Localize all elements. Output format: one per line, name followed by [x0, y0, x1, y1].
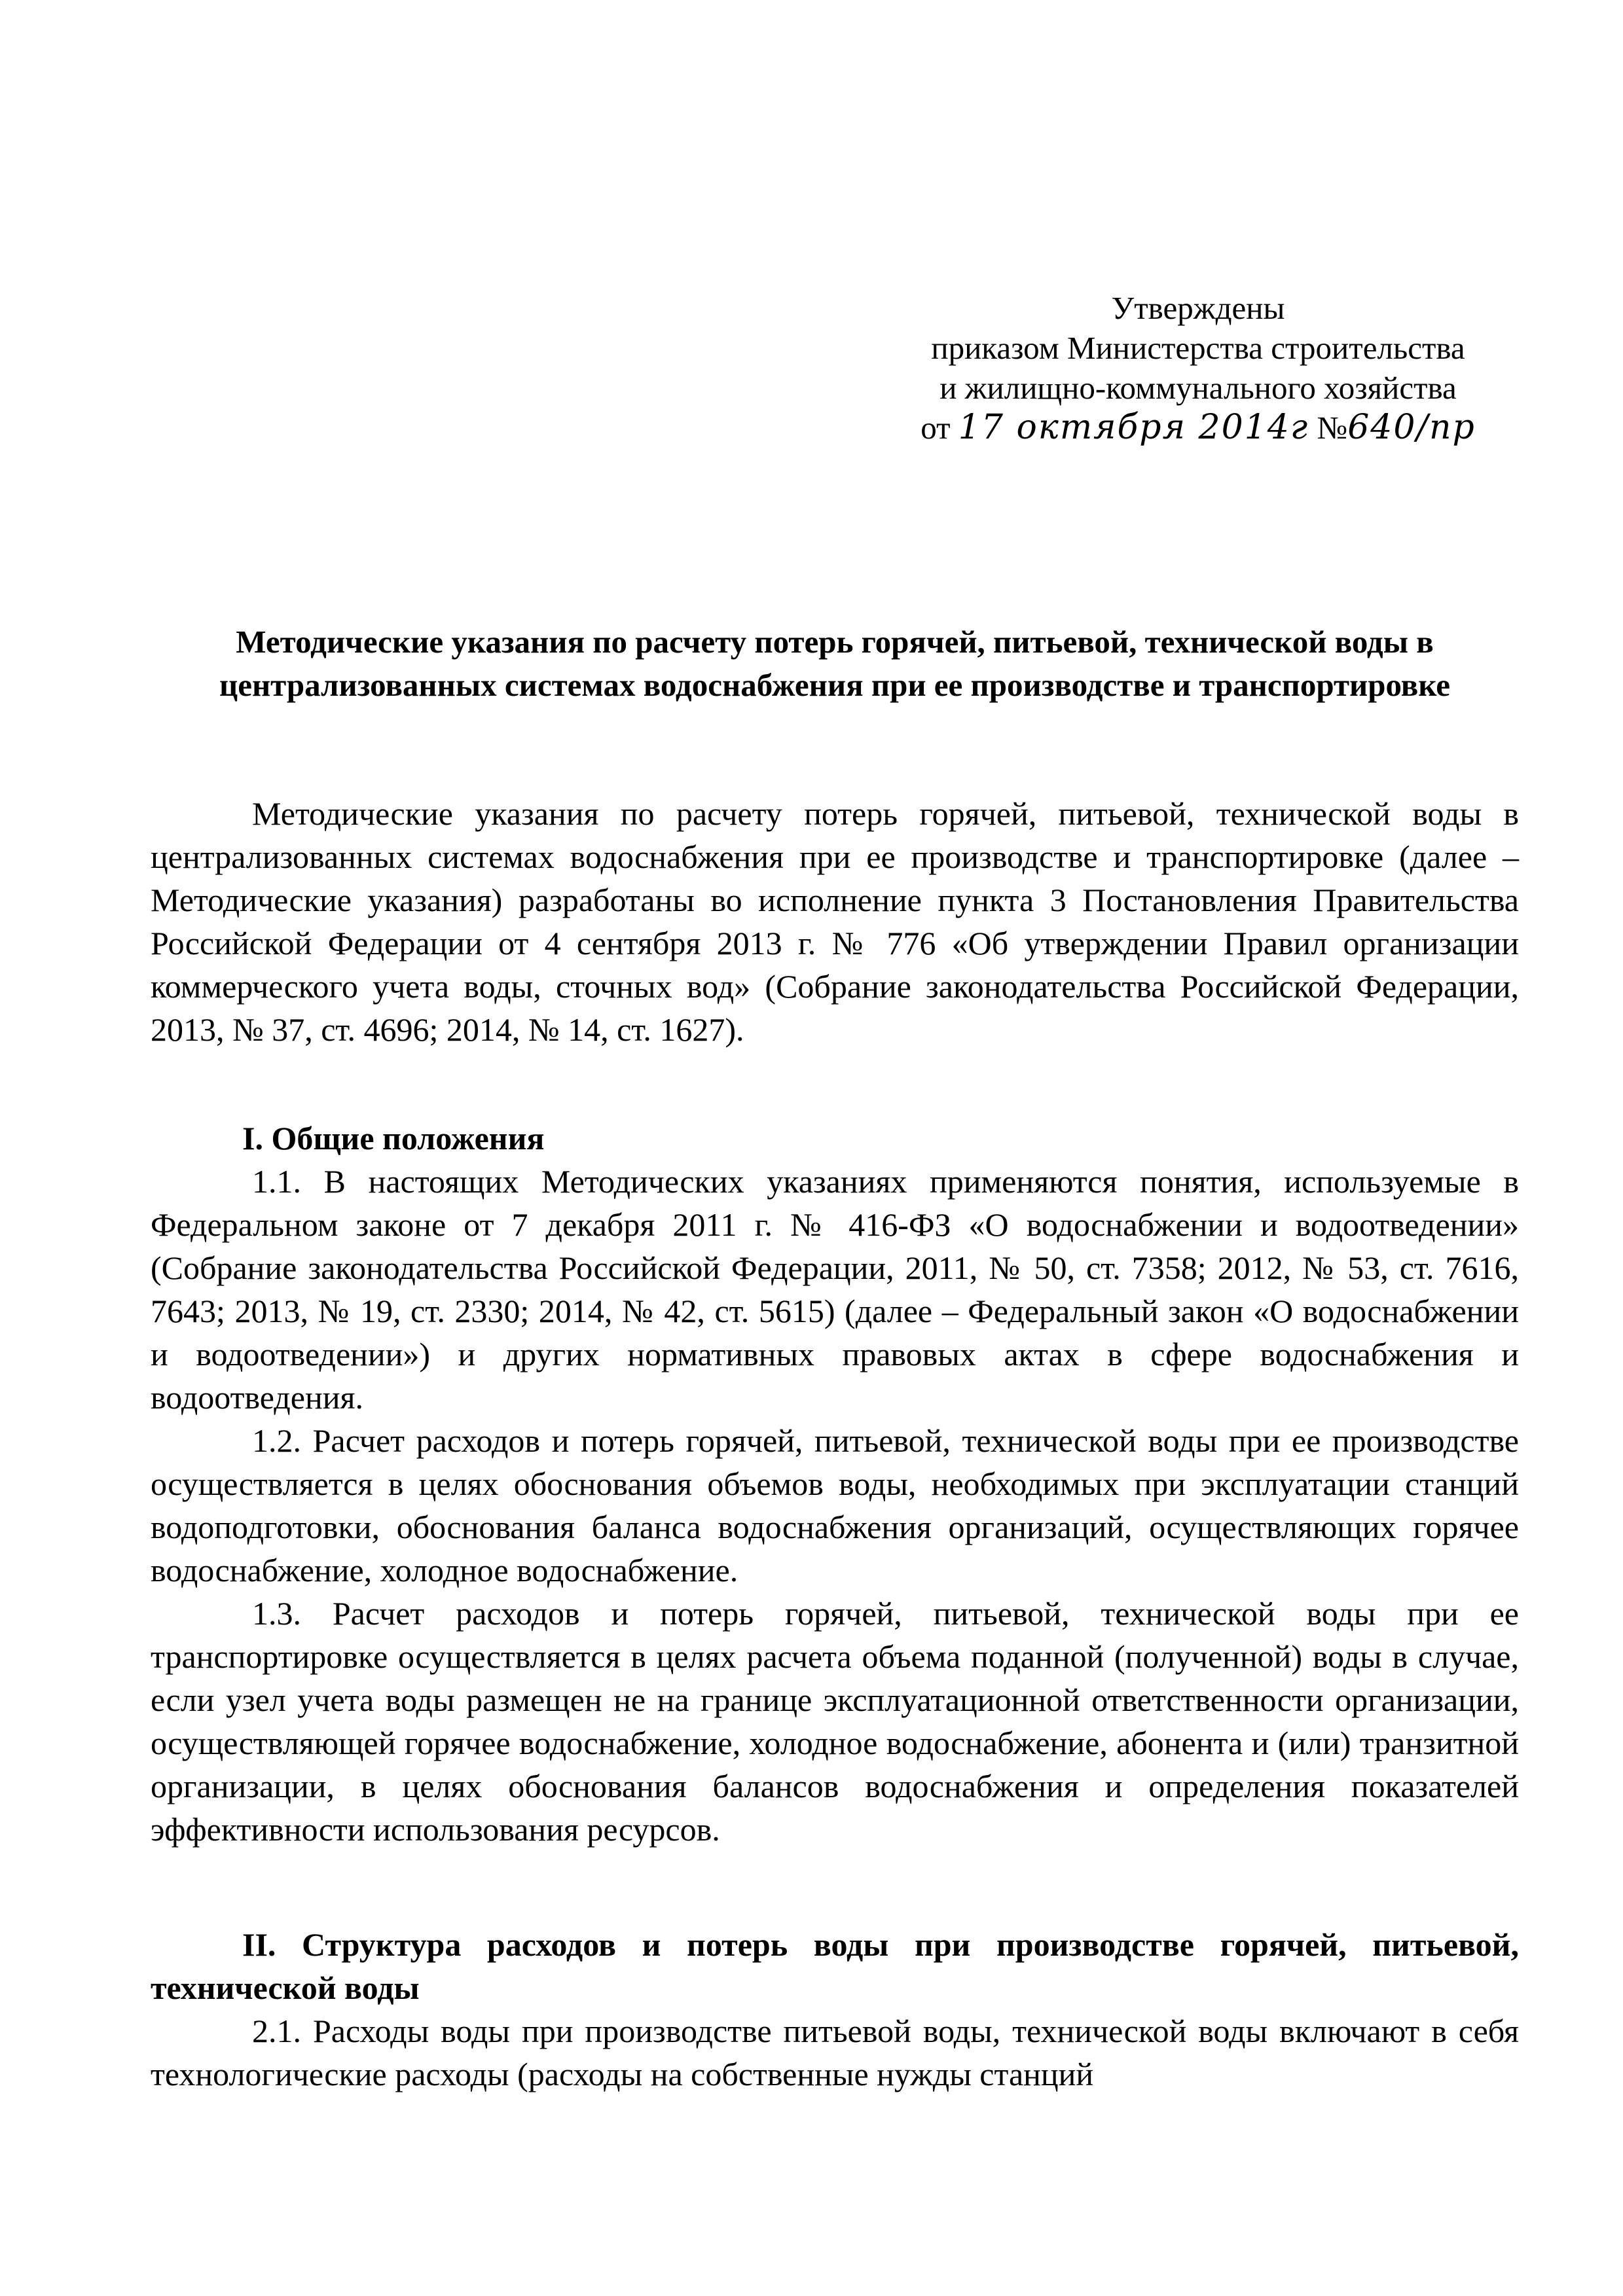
- number-prefix: №: [1317, 410, 1348, 446]
- date-prefix: от: [921, 410, 951, 446]
- approval-line-ministry: и жилищно-коммунального хозяйства: [939, 370, 1457, 406]
- paragraph-1-3: 1.3. Расчет расходов и потерь горячей, питьевой, технической воды при ее транспортировке осуществляется в целях расчета объема поданной (полученной) воды в случае, если узел учета воды размещен не на границе эксплуатационной ответственности организации, осуществляющей горячее водоснабжение, холодное водоснабжение, абонента и (или) транзитной организации, в целях обоснования балансов водоснабжения и определения показателей эффективности использования ресурсов.: [151, 1595, 1519, 1848]
- handwritten-date: 17 октября 2014г: [958, 408, 1309, 447]
- approval-line-approved: Утверждены: [1111, 290, 1285, 326]
- approval-block: [877, 288, 1519, 448]
- intro-paragraph: Методические указания по расчету потерь горячей, питьевой, технической воды в централизованных системах водоснабжения при ее производстве и транспортировке (далее – Методические указания) разработаны во исполнение пункта 3 Постановления Правительства Российской Федерации от 4 сентября 2013 г. № 776 «Об утверждении Правил организации коммерческого учета воды, сточных вод» (Собрание законодательства Российской Федерации, 2013, № 37, ст. 4696; 2014, № 14, ст. 1627).: [151, 795, 1519, 1048]
- document-title: Методические указания по расчету потерь горячей, питьевой, технической воды в централизованных системах водоснабжения при ее производстве и транспортировке: [219, 624, 1451, 703]
- approval-line-order: приказом Министерства строительства: [931, 330, 1465, 366]
- paragraph-2-1: 2.1. Расходы воды при производстве питьевой воды, технической воды включают в себя технологические расходы (расходы на собственные нужды станций: [151, 2013, 1519, 2092]
- section-2-heading: II. Структура расходов и потерь воды при производстве горячей, питьевой, технической воды: [151, 1926, 1519, 2006]
- section-1-heading: I. Общие положения: [242, 1120, 545, 1157]
- paragraph-1-1: 1.1. В настоящих Методических указаниях применяются понятия, используемые в Федеральном законе от 7 декабря 2011 г. № 416-ФЗ «О водоснабжении и водоотведении» (Собрание законодательства Российской Федерации, 2011, № 50, ст. 7358; 2012, № 53, ст. 7616, 7643; 2013, № 19, ст. 2330; 2014, № 42, ст. 5615) (далее – Федеральный закон «О водоснабжении и водоотведении») и других нормативных правовых актах в сфере водоснабжения и водоотведения.: [151, 1163, 1519, 1416]
- handwritten-order-number: 640/пр: [1347, 408, 1476, 447]
- approval-date-line: [877, 408, 1519, 448]
- paragraph-1-2: 1.2. Расчет расходов и потерь горячей, питьевой, технической воды при ее производстве осуществляется в целях обоснования объемов воды, необходимых при эксплуатации станций водоподготовки, обоснования баланса водоснабжения организаций, осуществляющих горячее водоснабжение, холодное водоснабжение.: [151, 1422, 1519, 1588]
- document-body: [151, 792, 1519, 2096]
